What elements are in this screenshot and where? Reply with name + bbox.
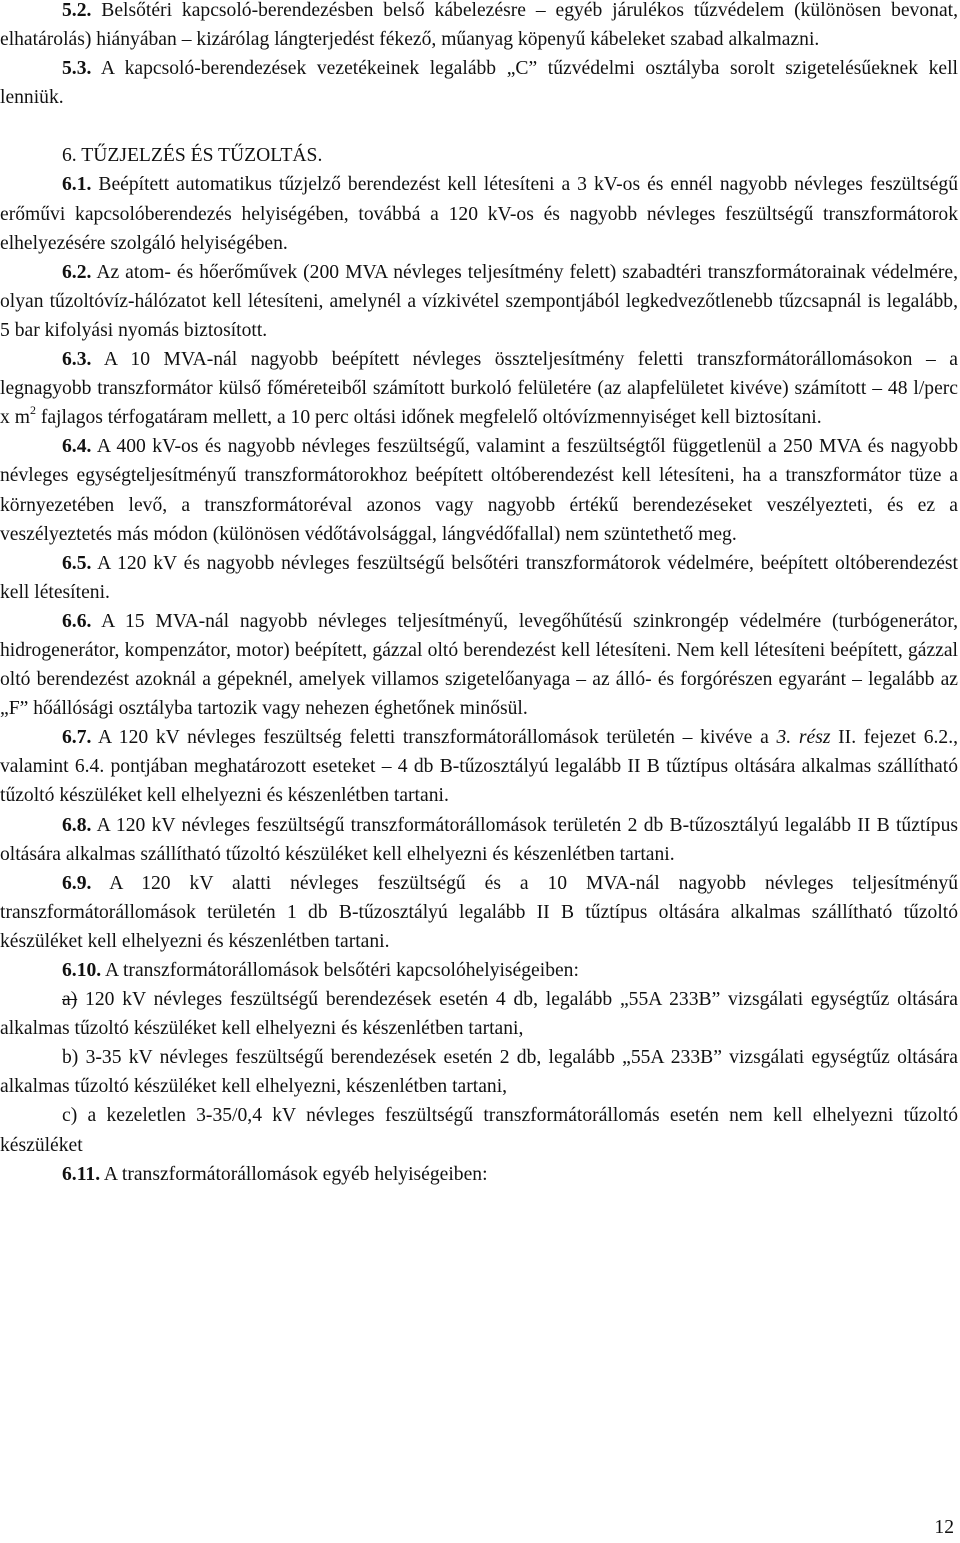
list-item-text: c) a kezeletlen 3-35/0,4 kV névleges feszültségű transzformátorállomás esetén nem kell elhelyezni tűzoltó készüléket [0, 1105, 958, 1156]
section-number: 6.11. [62, 1163, 101, 1185]
italic-reference: 3. rész [776, 727, 831, 749]
paragraph-6-5 [0, 549, 958, 607]
paragraph-text: A 120 kV névleges feszültség feletti transzformátorállomások területén – kivéve a [91, 727, 777, 749]
section-number: 6.9. [62, 872, 92, 894]
paragraph-6-8 [0, 811, 958, 869]
paragraph-text: A 120 kV névleges feszültségű transzformátorállomások területén 2 db B-tűzosztályú legalább II B tűztípus oltására alkalmas szállítható tűzoltó készüléket kell elhelyezni és készenlétben tartani. [0, 814, 958, 865]
paragraph-5-3 [0, 54, 958, 112]
paragraph-text: A 15 MVA-nál nagyobb névleges teljesítményű, levegőhűtésű szinkrongép védelmére (turbógenerátor, hidrogenerátor, kompenzátor, motor) beépített, gázzal oltó berendezést kell létesíteni. Nem kell létesíteni beépített, gázzal oltó berendezést azoknál a gépeknél, amelyek villamos szigetelőanyaga – az álló- és forgórészen egyaránt – legalább az „F” hőállósági osztályba tartozik vagy nehezen éghetőnek minősül. [0, 610, 958, 720]
paragraph-6-11 [0, 1160, 958, 1189]
paragraph-6-6 [0, 607, 958, 723]
paragraph-6-3 [0, 345, 958, 432]
paragraph-text: A 10 MVA-nál nagyobb beépített névleges összteljesítmény feletti transzformátorállomásokon – a legnagyobb transzformátor külső főméreteiből számított burkoló felületére (az alapfelületet kivéve) számított – 48 l/perc x m [0, 349, 958, 429]
paragraph-6-10 [0, 956, 958, 985]
paragraph-text: Beépített automatikus tűzjelző berendezést kell létesíteni a 3 kV-os és ennél nagyobb névleges feszültségű erőművi kapcsolóberendezés helyiségében, továbbá a 120 kV-os és nagyobb névleges feszültségű transzformátorok elhelyezésére szolgáló helyiségében. [0, 174, 958, 254]
list-item-a [0, 985, 958, 1043]
page-number: 12 [934, 1517, 954, 1538]
paragraph-6-1 [0, 170, 958, 257]
list-item-c [0, 1101, 958, 1159]
paragraph-text: A kapcsoló-berendezések vezetékeinek legalább „C” tűzvédelmi osztályba sorolt szigetelésűeknek kell lenniük. [0, 58, 958, 109]
paragraph-text: II. fejezet 6.2., valamint 6.4. pontjában meghatározott eseteket – 4 db B-tűzosztályú legalább II B tűztípus oltására alkalmas szállítható tűzoltó készüléket kell elhelyezni és készenlétben tartani. [0, 727, 958, 807]
section-number: 6.4. [62, 436, 92, 458]
list-marker: a) [62, 989, 78, 1011]
section-number: 5.2. [62, 0, 92, 21]
section-number: 6.8. [62, 814, 92, 836]
paragraph-6-7 [0, 723, 958, 810]
paragraph-text: A 120 kV alatti névleges feszültségű és a 10 MVA-nál nagyobb névleges teljesítményű transzformátorállomások területén 1 db B-tűzosztályú legalább II B tűztípus oltására alkalmas szállítható tűzoltó készüléket kell elhelyezni és készenlétben tartani. [0, 872, 958, 952]
paragraph-5-2 [0, 0, 958, 54]
paragraph-6-9 [0, 869, 958, 956]
section-number: 6.3. [62, 349, 92, 371]
section-heading-6 [0, 141, 958, 170]
section-number: 5.3. [62, 58, 92, 80]
paragraph-text: A transzformátorállomások belsőtéri kapcsolóhelyiségeiben: [101, 960, 579, 981]
paragraph-text: A 120 kV és nagyobb névleges feszültségű belsőtéri transzformátorok védelmére, beépített oltóberendezést kell létesíteni. [0, 552, 958, 603]
list-item-text: 120 kV névleges feszültségű berendezések esetén 4 db, legalább „55A 233B” vizsgálati egységtűz oltására alkalmas tűzoltó készüléket kell elhelyezni és készenlétben tartani, [0, 989, 958, 1040]
section-number: 6.2. [62, 261, 92, 283]
section-number: 6.7. [62, 727, 92, 749]
paragraph-6-2 [0, 258, 958, 345]
paragraph-text: A 400 kV-os és nagyobb névleges feszültségű, valamint a feszültségtől függetlenül a 250 MVA és nagyobb névleges egységteljesítményű transzformátorokhoz beépített oltóberendezést kell létesíteni, ha a transzformátor tüze a környezetében levő, a transzformátoréval azonos vagy nagyobb értékű berendezéseket veszélyezteti, és ez a veszélyeztetés más módon (különösen védőtávolsággal, lángvédőfallal) nem szüntethető meg. [0, 436, 958, 545]
paragraph-text: Az atom- és hőerőművek (200 MVA névleges teljesítmény felett) szabadtéri transzformátorainak védelmére, olyan tűzoltóvíz-hálózatot kell létesíteni, amelynél a vízkivétel szempontjából legkedvezőtlenebb tűzcsapnál is legalább, 5 bar kifolyási nyomás biztosított. [0, 261, 958, 341]
section-number: 6.6. [62, 610, 92, 632]
section-heading-text: 6. TŰZJELZÉS ÉS TŰZOLTÁS. [62, 145, 323, 167]
section-number: 6.1. [62, 174, 92, 196]
superscript-exponent: 2 [29, 403, 36, 418]
section-number: 6.10. [62, 960, 102, 981]
list-item-b [0, 1043, 958, 1101]
paragraph-6-4 [0, 432, 958, 548]
section-number: 6.5. [62, 552, 92, 574]
paragraph-text: A transzformátorállomások egyéb helyiségeiben: [100, 1163, 488, 1185]
paragraph-text: fajlagos térfogatáram mellett, a 10 perc oltási időnek megfelelő oltóvízmennyiséget kell biztosítani. [35, 407, 822, 429]
list-item-text: b) 3-35 kV névleges feszültségű berendezések esetén 2 db, legalább „55A 233B” vizsgálati egységtűz oltására alkalmas tűzoltó készüléket kell elhelyezni, készenlétben tartani, [0, 1047, 958, 1098]
paragraph-text: Belsőtéri kapcsoló-berendezésben belső kábelezésre – egyéb járulékos tűzvédelem (különösen bevonat, elhatárolás) hiányában – kizárólag lángterjedést fékező, műanyag köpenyű kábeleket szabad alkalmazni. [0, 0, 958, 51]
